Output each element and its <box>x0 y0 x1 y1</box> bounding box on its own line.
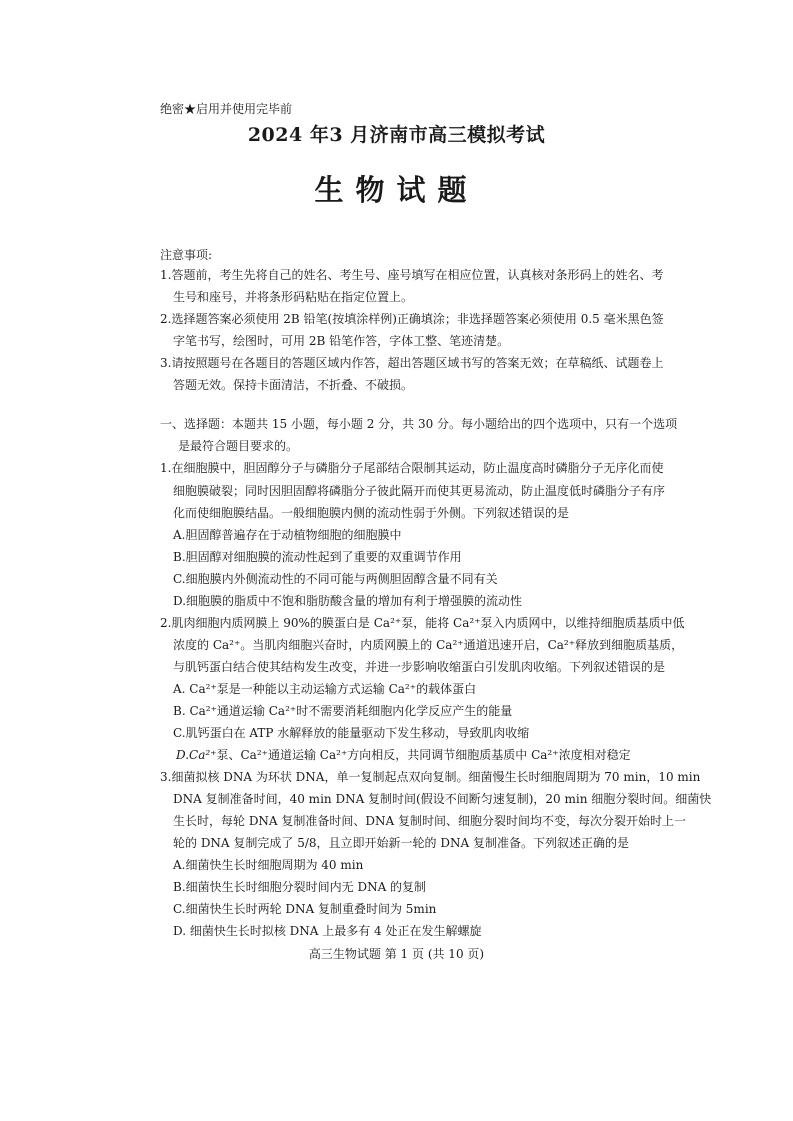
page-footer: 高三生物试题 第 1 页 (共 10 页) <box>308 947 485 961</box>
notice-line: 生号和座号，并将条形码粘贴在指定位置上。 <box>173 290 414 304</box>
notice-line: 3.请按照题号在各题目的答题区域内作答，超出答题区域书写的答案无效；在草稿纸、试题卷上 <box>160 356 664 370</box>
question-3-option-d: D. 细菌快生长时拟核 DNA 上最多有 4 处正在发生解螺旋 <box>173 924 482 938</box>
notice-heading: 注意事项: <box>160 248 213 262</box>
question-2-stem: 2.肌肉细胞内质网膜上 90%的膜蛋白是 Ca²⁺泵，能将 Ca²⁺泵入内质网中，以维持细胞质基质中低 <box>160 616 685 630</box>
question-3-option-a: A.细菌快生长时细胞周期为 40 min <box>173 858 364 872</box>
section-heading: 一、选择题：本题共 15 小题，每小题 2 分，共 30 分。每小题给出的四个选项中，只有一个选项 <box>160 417 678 431</box>
option-d-prefix: D.Ca²⁺ <box>176 748 217 762</box>
question-3-option-b: B.细菌快生长时细胞分裂时间内无 DNA 的复制 <box>173 880 427 894</box>
question-2-stem: 与肌钙蛋白结合使其结构发生改变，并进一步影响收缩蛋白引发肌肉收缩。下列叙述错误的是 <box>173 660 666 674</box>
option-d-text: 泵、Ca²⁺通道运输 Ca²⁺方向相反，共同调节细胞质基质中 Ca²⁺浓度相对稳定 <box>216 748 631 762</box>
question-1-option-a: A.胆固醇普遍存在于动植物细胞的细胞膜中 <box>173 528 402 542</box>
question-2-option-c: C.肌钙蛋白在 ATP 水解释放的能量驱动下发生移动，导致肌肉收缩 <box>173 726 530 740</box>
question-1-option-c: C.细胞膜内外侧流动性的不同可能与两侧胆固醇含量不同有关 <box>173 572 498 586</box>
question-3-stem: DNA 复制准备时间，40 min DNA 复制时间(假设不间断匀速复制)，20 min 细胞分裂时间。细菌快 <box>173 792 712 806</box>
question-2-stem: 浓度的 Ca²⁺。当肌肉细胞兴奋时，内质网膜上的 Ca²⁺通道迅速开启，Ca²⁺释放到细胞质基质， <box>173 638 684 652</box>
question-1-option-b: B.胆固醇对细胞膜的流动性起到了重要的双重调节作用 <box>173 550 462 564</box>
exam-title: 2024 年3 月济南市高三模拟考试 <box>247 124 546 146</box>
question-2-option-b: B. Ca²⁺通道运输 Ca²⁺时不需要消耗细胞内化学反应产生的能量 <box>173 704 513 718</box>
question-1-stem: 化而使细胞膜结晶。一般细胞膜内侧的流动性弱于外侧。下列叙述错误的是 <box>173 506 570 520</box>
question-2-option-d <box>176 747 631 763</box>
question-1-stem: 细胞膜破裂；同时因胆固醇将磷脂分子彼此隔开而使其更易流动，防止温度低时磷脂分子有序 <box>173 484 666 498</box>
section-heading-cont: 是最符合题目要求的。 <box>178 439 299 453</box>
notice-line: 2.选择题答案必须使用 2B 铅笔(按填涂样例)正确填涂；非选择题答案必须使用 0.5 毫米黑色签 <box>160 312 664 326</box>
notice-line: 1.答题前，考生先将自己的姓名、考生号、座号填写在相应位置，认真核对条形码上的姓名、考 <box>160 268 664 282</box>
question-2-option-a: A. Ca²⁺泵是一种能以主动运输方式运输 Ca²⁺的载体蛋白 <box>173 682 477 696</box>
question-1-stem: 1.在细胞膜中，胆固醇分子与磷脂分子尾部结合限制其运动，防止温度高时磷脂分子无序化而使 <box>160 461 664 475</box>
question-3-stem: 轮的 DNA 复制完成了 5/8，且立即开始新一轮的 DNA 复制准备。下列叙述正确的是 <box>173 836 629 850</box>
question-1-option-d: D.细胞膜的脂质中不饱和脂肪酸含量的增加有利于增强膜的流动性 <box>173 594 523 608</box>
confidential-label: 绝密★启用并使用完毕前 <box>160 102 293 116</box>
notice-line: 答题无效。保持卡面清洁，不折叠、不破损。 <box>173 378 414 392</box>
question-3-stem: 3.细菌拟核 DNA 为环状 DNA，单一复制起点双向复制。细菌慢生长时细胞周期为 70 min，10 min <box>160 770 701 784</box>
question-3-option-c: C.细菌快生长时两轮 DNA 复制重叠时间为 5min <box>173 902 437 916</box>
subject-title: 生物试题 <box>314 173 479 207</box>
question-3-stem: 生长时，每轮 DNA 复制准备时间、DNA 复制时间、细胞分裂时间均不变，每次分裂开始时上一 <box>173 814 687 828</box>
notice-line: 字笔书写，绘图时，可用 2B 铅笔作答，字体工整、笔迹清楚。 <box>173 334 510 348</box>
